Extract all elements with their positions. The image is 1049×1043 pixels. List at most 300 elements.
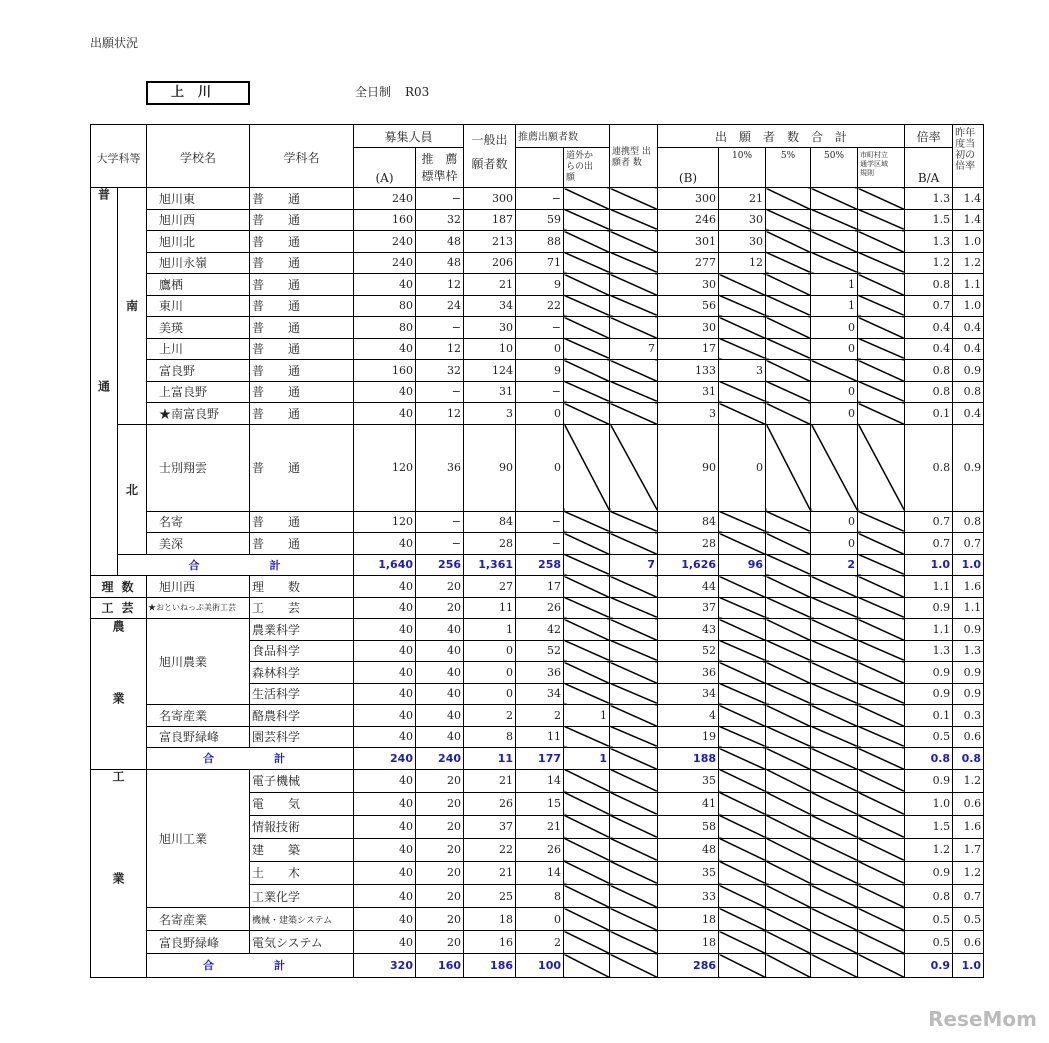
hatched-cell (564, 597, 610, 619)
hatched-cell (610, 424, 658, 511)
value-cell: 1 (811, 274, 858, 296)
hatched-cell (858, 533, 905, 555)
value-cell: 40 (354, 931, 416, 954)
value-cell: 44 (658, 576, 719, 598)
table-row (91, 188, 984, 210)
hatched-cell (610, 360, 658, 382)
value-cell: 1,640 (354, 554, 416, 576)
value-cell: 34 (658, 683, 719, 705)
value-cell: 2 (516, 705, 564, 727)
hatched-cell (610, 231, 658, 253)
value-cell: 90 (658, 424, 719, 511)
value-cell: 0.4 (953, 403, 984, 425)
value-cell: 11 (464, 597, 516, 619)
value-cell: 1.3 (905, 231, 953, 253)
value-cell: 0.8 (905, 381, 953, 403)
hatched-cell (766, 683, 811, 705)
value-cell: 286 (658, 954, 719, 977)
value-cell: 8 (464, 726, 516, 748)
hatched-cell (811, 705, 858, 727)
hatched-cell (719, 338, 766, 360)
value-cell: 0.8 (905, 274, 953, 296)
header-municipal: 市町村立 通学区域 規則 (858, 148, 905, 188)
hatched-cell (858, 231, 905, 253)
value-cell: 0.9 (905, 769, 953, 792)
value-cell: 88 (516, 231, 564, 253)
value-cell: 100 (516, 954, 564, 977)
value-cell: 0.6 (953, 726, 984, 748)
value-cell: 1.4 (953, 209, 984, 231)
value-cell: 12 (719, 252, 766, 274)
value-cell: 28 (658, 533, 719, 555)
area-label: 南 (118, 188, 147, 425)
school-name: 美瑛 (147, 317, 250, 339)
dept-name: 普 通 (250, 533, 354, 555)
hatched-cell (564, 338, 610, 360)
dept-name: 普 通 (250, 381, 354, 403)
hatched-cell (564, 576, 610, 598)
dept-name: 生活科学 (250, 683, 354, 705)
hatched-cell (719, 931, 766, 954)
table-row (91, 317, 984, 339)
table-row (91, 424, 984, 511)
hatched-cell (766, 792, 811, 815)
value-cell: 40 (354, 838, 416, 861)
school-name: 旭川永嶺 (147, 252, 250, 274)
hatched-cell (564, 619, 610, 641)
value-cell: 40 (354, 683, 416, 705)
value-cell: 40 (354, 726, 416, 748)
value-cell: 90 (464, 424, 516, 511)
hatched-cell (564, 726, 610, 748)
hatched-cell (610, 252, 658, 274)
hatched-cell (719, 705, 766, 727)
value-cell: 1.2 (953, 861, 984, 884)
value-cell: 0.9 (905, 861, 953, 884)
header-dept: 学科名 (250, 125, 354, 188)
category-cell (91, 188, 118, 576)
value-cell: 0.1 (905, 403, 953, 425)
hatched-cell (811, 231, 858, 253)
hatched-cell (858, 360, 905, 382)
watermark-logo: ReseMom (928, 1007, 1037, 1031)
hatched-cell (719, 511, 766, 533)
total-label: 合計 (147, 954, 354, 977)
hatched-cell (719, 683, 766, 705)
school-name: 旭川農業 (147, 619, 250, 705)
hatched-cell (719, 403, 766, 425)
value-cell: 186 (464, 954, 516, 977)
value-cell: 301 (658, 231, 719, 253)
hatched-cell (610, 885, 658, 908)
hatched-cell (858, 338, 905, 360)
value-cell: 34 (516, 683, 564, 705)
value-cell: 0.9 (905, 954, 953, 977)
category-cell: 工芸 (91, 597, 147, 619)
value-cell: 2 (516, 931, 564, 954)
value-cell: 2 (811, 554, 858, 576)
total-row (91, 554, 984, 576)
header-recommend-blank (516, 148, 564, 188)
value-cell: 0.9 (953, 619, 984, 641)
value-cell: 1 (811, 295, 858, 317)
value-cell: 80 (354, 295, 416, 317)
value-cell: 3 (464, 403, 516, 425)
value-cell: 31 (658, 381, 719, 403)
value-cell: 1.0 (953, 954, 984, 977)
value-cell: 0.9 (905, 597, 953, 619)
hatched-cell (811, 954, 858, 977)
value-cell: 9 (516, 274, 564, 296)
value-cell: 20 (416, 838, 464, 861)
hatched-cell (858, 908, 905, 931)
value-cell: 20 (416, 908, 464, 931)
value-cell: 258 (516, 554, 564, 576)
hatched-cell (858, 619, 905, 641)
hatched-cell (811, 188, 858, 210)
hatched-cell (719, 885, 766, 908)
hatched-cell (564, 792, 610, 815)
value-cell: 9 (516, 360, 564, 382)
value-cell: 0.9 (953, 683, 984, 705)
hatched-cell (858, 815, 905, 838)
hatched-cell (766, 576, 811, 598)
school-name: 美深 (147, 533, 250, 555)
value-cell: 0.8 (905, 424, 953, 511)
value-cell: 0 (811, 338, 858, 360)
hatched-cell (719, 274, 766, 296)
hatched-cell (766, 931, 811, 954)
value-cell: 21 (516, 815, 564, 838)
value-cell: 0 (516, 908, 564, 931)
hatched-cell (766, 597, 811, 619)
value-cell: 0.1 (905, 705, 953, 727)
hatched-cell (858, 748, 905, 770)
header-5pct: 5% (766, 148, 811, 188)
dept-name: 電子機械 (250, 769, 354, 792)
value-cell: 0 (516, 424, 564, 511)
hatched-cell (719, 533, 766, 555)
value-cell: 0 (811, 511, 858, 533)
value-cell: 1.0 (953, 554, 984, 576)
value-cell: 40 (354, 705, 416, 727)
hatched-cell (811, 815, 858, 838)
table-row (91, 511, 984, 533)
value-cell: 36 (516, 662, 564, 684)
table-body (91, 188, 984, 978)
value-cell: 1.0 (953, 295, 984, 317)
dept-name: 電 気 (250, 792, 354, 815)
value-cell: 12 (416, 274, 464, 296)
value-cell: 40 (354, 640, 416, 662)
value-cell: 0.3 (953, 705, 984, 727)
value-cell: 40 (416, 619, 464, 641)
value-cell: − (516, 511, 564, 533)
dept-name: 酪農科学 (250, 705, 354, 727)
value-cell: 0.8 (905, 360, 953, 382)
hatched-cell (766, 317, 811, 339)
value-cell: 40 (416, 683, 464, 705)
value-cell: 0.9 (905, 683, 953, 705)
hatched-cell (564, 381, 610, 403)
hatched-cell (811, 931, 858, 954)
value-cell: − (416, 533, 464, 555)
dept-name: 園芸科学 (250, 726, 354, 748)
value-cell: 0.8 (905, 748, 953, 770)
hatched-cell (719, 597, 766, 619)
hatched-cell (858, 403, 905, 425)
value-cell: 1.1 (953, 274, 984, 296)
value-cell: 1.1 (953, 597, 984, 619)
hatched-cell (564, 885, 610, 908)
value-cell: 40 (354, 597, 416, 619)
school-name: 富良野 (147, 360, 250, 382)
value-cell: 59 (516, 209, 564, 231)
value-cell: 0 (464, 683, 516, 705)
hatched-cell (610, 792, 658, 815)
hatched-cell (610, 209, 658, 231)
value-cell: 26 (464, 792, 516, 815)
value-cell: 15 (516, 792, 564, 815)
value-cell: 0 (464, 640, 516, 662)
school-name: 旭川西 (147, 576, 250, 598)
value-cell: 213 (464, 231, 516, 253)
value-cell: 37 (464, 815, 516, 838)
page-title: 出願状況 (90, 36, 139, 50)
value-cell: 2 (464, 705, 516, 727)
value-cell: 40 (354, 274, 416, 296)
value-cell: 27 (464, 576, 516, 598)
value-cell: 25 (464, 885, 516, 908)
table-row (91, 338, 984, 360)
header-out-of-pref: 道外か らの出 願 (564, 148, 610, 188)
hatched-cell (719, 662, 766, 684)
value-cell: 40 (354, 792, 416, 815)
value-cell: 71 (516, 252, 564, 274)
table-row (91, 576, 984, 598)
hatched-cell (564, 954, 610, 977)
value-cell: 24 (416, 295, 464, 317)
hatched-cell (766, 815, 811, 838)
dept-name: 普 通 (250, 360, 354, 382)
hatched-cell (858, 576, 905, 598)
value-cell: 0.8 (953, 748, 984, 770)
dept-name: 農業科学 (250, 619, 354, 641)
category-cell (91, 769, 147, 977)
header-50pct: 50% (811, 148, 858, 188)
value-cell: 21 (719, 188, 766, 210)
hatched-cell (719, 619, 766, 641)
hatched-cell (766, 533, 811, 555)
value-cell: 32 (416, 360, 464, 382)
hatched-cell (610, 815, 658, 838)
value-cell: − (516, 381, 564, 403)
hatched-cell (858, 705, 905, 727)
category-label: 工業 (111, 769, 125, 974)
value-cell: 0.7 (905, 511, 953, 533)
hatched-cell (766, 231, 811, 253)
year: R03 (405, 85, 430, 99)
value-cell: 0.5 (905, 931, 953, 954)
value-cell: 1 (564, 748, 610, 770)
value-cell: 56 (658, 295, 719, 317)
hatched-cell (610, 640, 658, 662)
value-cell: 1.2 (905, 838, 953, 861)
hatched-cell (858, 188, 905, 210)
hatched-cell (564, 769, 610, 792)
table-row (91, 931, 984, 954)
hatched-cell (564, 640, 610, 662)
value-cell: 1.2 (905, 252, 953, 274)
value-cell: 1.2 (953, 769, 984, 792)
value-cell: 1.6 (953, 815, 984, 838)
hatched-cell (858, 640, 905, 662)
value-cell: 30 (658, 317, 719, 339)
value-cell: 18 (658, 908, 719, 931)
school-name: 名寄 (147, 511, 250, 533)
value-cell: 48 (658, 838, 719, 861)
value-cell: 0.5 (905, 726, 953, 748)
hatched-cell (564, 209, 610, 231)
hatched-cell (858, 683, 905, 705)
value-cell: 20 (416, 861, 464, 884)
hatched-cell (610, 662, 658, 684)
value-cell: − (416, 188, 464, 210)
value-cell: 84 (464, 511, 516, 533)
hatched-cell (858, 726, 905, 748)
value-cell: 7 (610, 338, 658, 360)
hatched-cell (610, 317, 658, 339)
header-category: 大学科等 (91, 125, 147, 188)
hatched-cell (610, 861, 658, 884)
value-cell: 14 (516, 861, 564, 884)
value-cell: 0.4 (905, 338, 953, 360)
value-cell: 22 (516, 295, 564, 317)
value-cell: 58 (658, 815, 719, 838)
hatched-cell (610, 274, 658, 296)
dept-name: 工 芸 (250, 597, 354, 619)
dept-name: 森林科学 (250, 662, 354, 684)
value-cell: 34 (464, 295, 516, 317)
hatched-cell (766, 209, 811, 231)
value-cell: 30 (719, 231, 766, 253)
value-cell: 0.7 (905, 533, 953, 555)
region-label: 上川 (146, 81, 250, 105)
value-cell: 52 (658, 640, 719, 662)
hatched-cell (811, 748, 858, 770)
value-cell: 0 (516, 403, 564, 425)
dept-name: 普 通 (250, 338, 354, 360)
category-cell: 理数 (91, 576, 147, 598)
value-cell: 17 (516, 576, 564, 598)
header-general: 一般出 願者数 (464, 125, 516, 188)
value-cell: 40 (354, 533, 416, 555)
hatched-cell (719, 769, 766, 792)
hatched-cell (564, 533, 610, 555)
value-cell: 1.3 (953, 640, 984, 662)
value-cell: 37 (658, 597, 719, 619)
table-row (91, 231, 984, 253)
hatched-cell (610, 954, 658, 977)
dept-name: 普 通 (250, 317, 354, 339)
value-cell: 20 (416, 885, 464, 908)
hatched-cell (766, 861, 811, 884)
hatched-cell (564, 554, 610, 576)
value-cell: 30 (719, 209, 766, 231)
value-cell: 1 (464, 619, 516, 641)
value-cell: 3 (719, 360, 766, 382)
value-cell: 0.7 (953, 885, 984, 908)
hatched-cell (811, 769, 858, 792)
hatched-cell (564, 188, 610, 210)
hatched-cell (766, 252, 811, 274)
value-cell: 1.7 (953, 838, 984, 861)
value-cell: 48 (416, 231, 464, 253)
hatched-cell (610, 533, 658, 555)
hatched-cell (811, 792, 858, 815)
value-cell: 0 (516, 338, 564, 360)
hatched-cell (719, 748, 766, 770)
value-cell: 0.8 (905, 885, 953, 908)
hatched-cell (564, 231, 610, 253)
value-cell: 21 (464, 769, 516, 792)
hatched-cell (766, 424, 811, 511)
hatched-cell (858, 274, 905, 296)
value-cell: 40 (354, 403, 416, 425)
value-cell: 31 (464, 381, 516, 403)
value-cell: 0.8 (953, 381, 984, 403)
hatched-cell (564, 908, 610, 931)
value-cell: 40 (416, 726, 464, 748)
dept-name: 食品科学 (250, 640, 354, 662)
dept-name: 普 通 (250, 424, 354, 511)
hatched-cell (719, 295, 766, 317)
dept-name: 普 通 (250, 252, 354, 274)
header-capacity-a: (A) (354, 148, 416, 188)
table-row (91, 403, 984, 425)
value-cell: 120 (354, 511, 416, 533)
value-cell: 0.4 (905, 317, 953, 339)
table-row (91, 705, 984, 727)
value-cell: 133 (658, 360, 719, 382)
hatched-cell (610, 726, 658, 748)
hatched-cell (811, 726, 858, 748)
school-name: 旭川北 (147, 231, 250, 253)
hatched-cell (811, 597, 858, 619)
system-type: 全日制 (355, 85, 392, 99)
value-cell: 1.1 (905, 576, 953, 598)
school-name: 旭川西 (147, 209, 250, 231)
hatched-cell (858, 317, 905, 339)
value-cell: 0 (811, 533, 858, 555)
value-cell: 160 (354, 209, 416, 231)
value-cell: 240 (416, 748, 464, 770)
value-cell: 40 (354, 619, 416, 641)
table-row (91, 726, 984, 748)
value-cell: 20 (416, 576, 464, 598)
value-cell: 4 (658, 705, 719, 727)
value-cell: − (416, 511, 464, 533)
table-row (91, 533, 984, 555)
value-cell: 160 (354, 360, 416, 382)
hatched-cell (564, 295, 610, 317)
value-cell: 26 (516, 597, 564, 619)
table-row (91, 274, 984, 296)
value-cell: 0 (719, 424, 766, 511)
hatched-cell (858, 769, 905, 792)
value-cell: 240 (354, 231, 416, 253)
value-cell: 40 (354, 662, 416, 684)
